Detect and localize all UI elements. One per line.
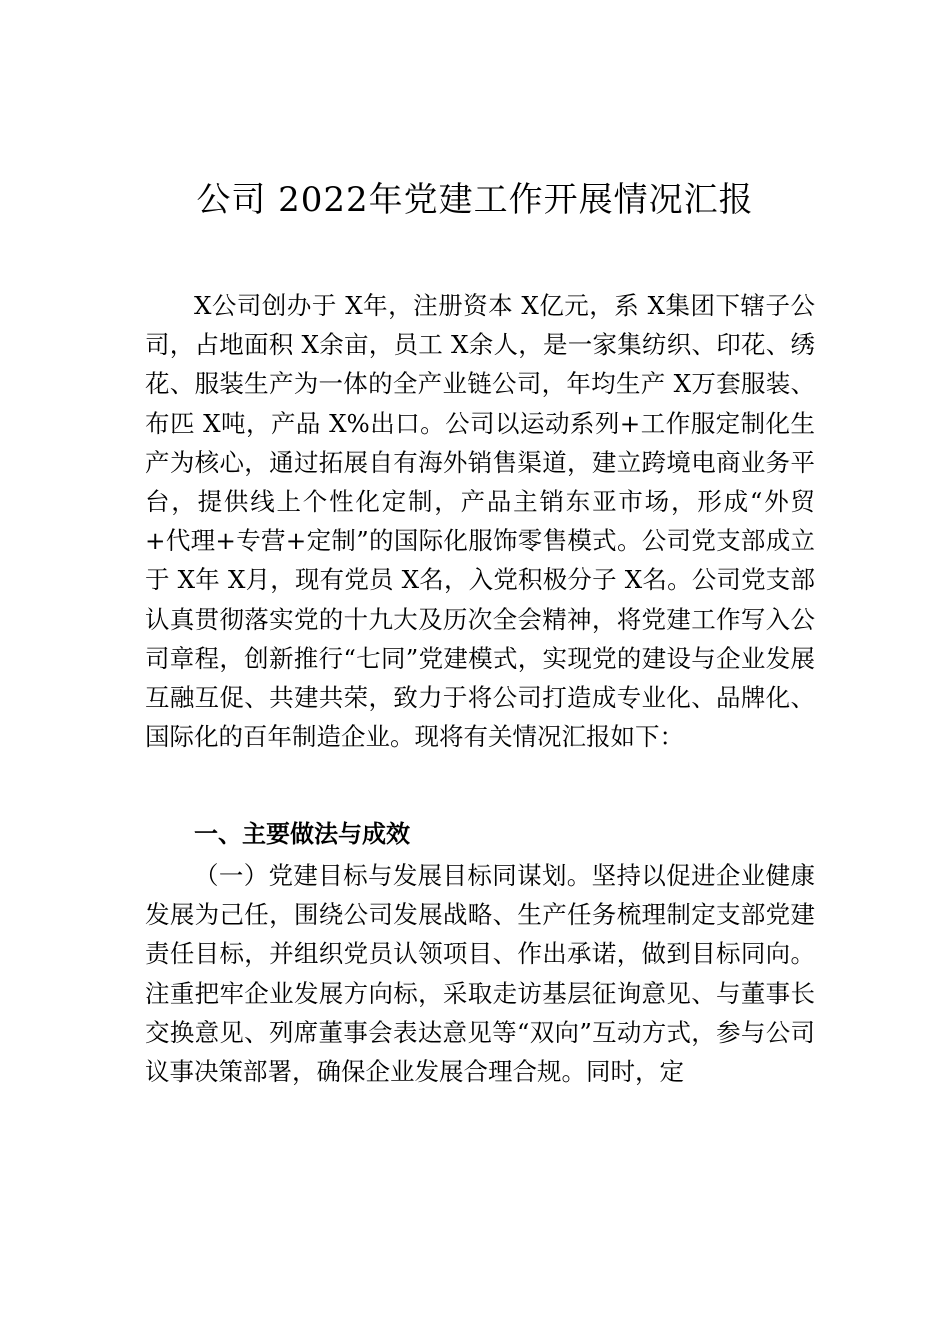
intro-paragraph: X公司创办于 X年，注册资本 X亿元，系 X集团下辖子公司，占地面积 X余亩，员工 X余人，是一家集纺织、印花、绣花、服装生产为一体的全产业链公司，年均生产 X万套服装、布匹 X吨，产品 X%出口。公司以运动系列+工作服定制化生产为核心，通过拓展自有海外销售渠道，建立跨境电商业务平台，提供线上个性化定制，产品主销东亚市场，形成“外贸+代理+专营+定制”的国际化服饰零售模式。公司党支部成立于 X年 X月，现有党员 X名，入党积极分子 X名。公司党支部认真贯彻落实党的十九大及历次全会精神，将党建工作写入公司章程，创新推行“七同”党建模式，实现党的建设与企业发展互融互促、共建共荣，致力于将公司打造成专业化、品牌化、国际化的百年制造企业。现将有关情况汇报如下： [145,291,815,752]
section-heading: 一、主要做法与成效 [194,820,410,848]
document-title: 公司 2022年党建工作开展情况汇报 [196,180,754,220]
section-paragraph: （一）党建目标与发展目标同谋划。坚持以促进企业健康发展为己任，围绕公司发展战略、生产任务梳理制定支部党建责任目标，并组织党员认领项目、作出承诺，做到目标同向。注重把牢企业发展方向标，采取走访基层征询意见、与董事长交换意见、列席董事会表达意见等“双向”互动方式，参与公司议事决策部署，确保企业发展合理合规。同时，定 [145,861,815,1087]
